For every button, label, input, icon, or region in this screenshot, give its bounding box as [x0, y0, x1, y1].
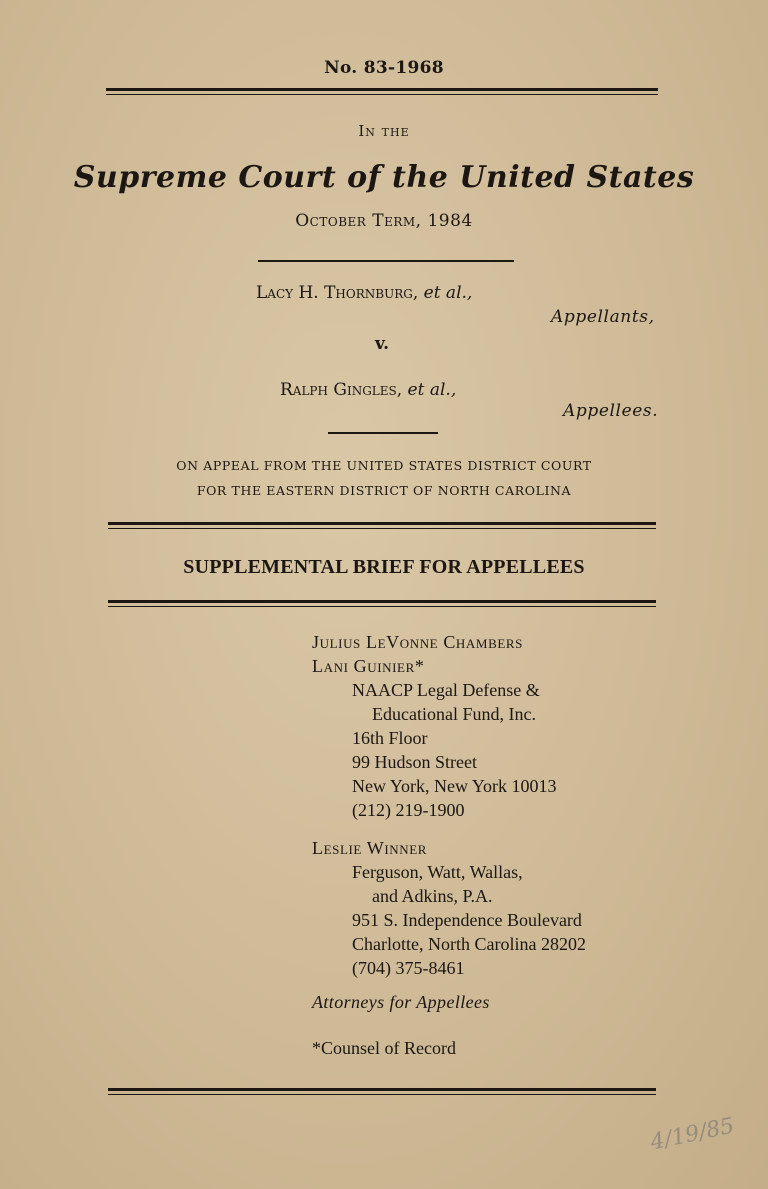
phone-line: (704) 375-8461	[352, 958, 465, 978]
ferguson-address	[312, 860, 586, 980]
brief-title: SUPPLEMENTAL BRIEF FOR APPELLEES	[183, 556, 585, 578]
bottom-double-rule	[108, 1088, 656, 1095]
parties-divider	[328, 432, 438, 434]
appellee-etal: et al.,	[407, 380, 457, 400]
address-line: Charlotte, North Carolina 28202	[352, 934, 586, 954]
versus: v.	[375, 334, 390, 354]
lower-double-rule	[108, 600, 656, 607]
address-line: 16th Floor	[352, 728, 428, 748]
appellant-role: Appellants,	[551, 307, 655, 327]
address-line: Educational Fund, Inc.	[372, 704, 536, 724]
address-line: Ferguson, Watt, Wallas,	[352, 862, 523, 882]
counsel-block	[312, 630, 586, 1060]
counsel-of-record-footnote: *Counsel of Record	[312, 1038, 456, 1058]
attorneys-for-label: Attorneys for Appellees	[312, 992, 490, 1012]
appellee-name: Ralph Gingles,	[280, 380, 403, 400]
appellee-line	[280, 380, 456, 400]
court-name: Supreme Court of the United States	[73, 160, 695, 195]
appeal-from-line-1: ON APPEAL FROM THE UNITED STATES DISTRICT COURT	[176, 458, 592, 473]
appellant-etal: et al.,	[423, 283, 473, 303]
middle-double-rule	[108, 522, 656, 529]
address-line: New York, New York 10013	[352, 776, 557, 796]
appeal-from-line-2: FOR THE EASTERN DISTRICT OF NORTH CAROLINA	[196, 483, 572, 498]
appellant-line	[256, 283, 472, 303]
appellee-role: Appellees.	[563, 401, 659, 421]
handwritten-date-note: 4/19/85	[648, 1113, 737, 1156]
attorney-winner: Leslie Winner	[312, 838, 428, 858]
naacp-address	[312, 678, 586, 822]
address-line: and Adkins, P.A.	[372, 886, 493, 906]
top-double-rule	[106, 88, 658, 95]
docket-number: No. 83-1968	[324, 58, 444, 78]
term-divider	[258, 260, 514, 262]
address-line: NAACP Legal Defense &	[352, 680, 540, 700]
phone-line: (212) 219-1900	[352, 800, 465, 820]
appellant-name: Lacy H. Thornburg,	[256, 283, 419, 303]
term-label: October Term, 1984	[295, 211, 473, 231]
in-the-label: In the	[358, 122, 410, 140]
attorney-guinier: Lani Guinier*	[312, 656, 425, 676]
attorney-chambers: Julius LeVonne Chambers	[312, 632, 523, 652]
address-line: 951 S. Independence Boulevard	[352, 910, 582, 930]
address-line: 99 Hudson Street	[352, 752, 477, 772]
